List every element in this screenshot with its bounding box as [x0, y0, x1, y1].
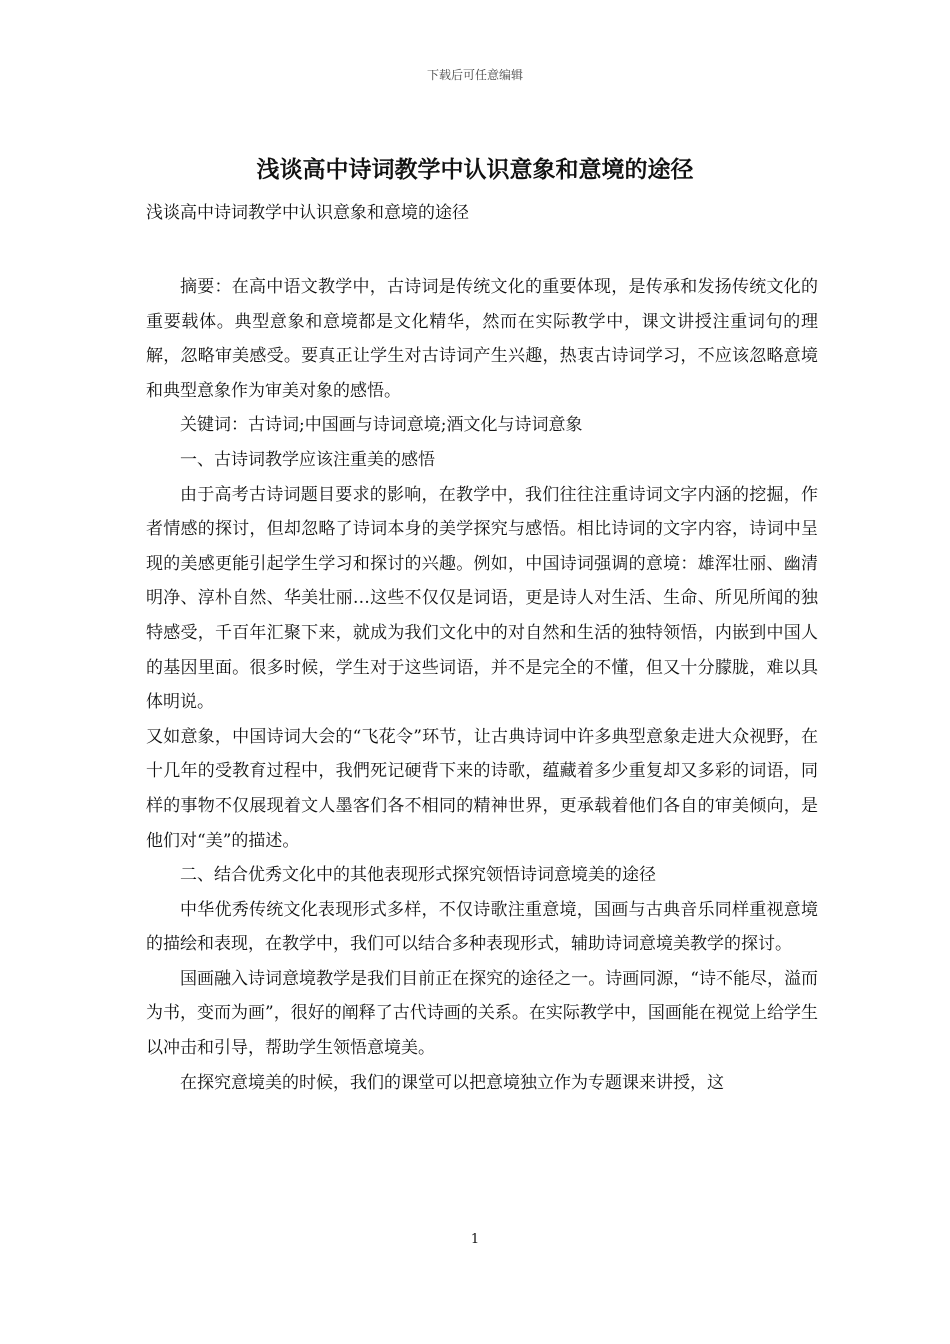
page-number: 1: [470, 1232, 480, 1247]
document-body: [146, 270, 818, 1100]
abstract-paragraph: 摘要：在高中语文教学中，古诗词是传统文化的重要体现，是传承和发扬传统文化的重要载体。典型意象和意境都是文化精华，然而在实际教学中，课文讲授注重词句的理解，忽略审美感受。要真正让学生对古诗词产生兴趣，热衷古诗词学习，不应该忽略意境和典型意象作为审美对象的感悟。: [146, 277, 818, 401]
keywords-paragraph: 关键词：古诗词;中国画与诗词意境;酒文化与诗词意象: [180, 415, 583, 436]
section-heading-1: 一、古诗词教学应该注重美的感悟: [180, 449, 435, 470]
body-paragraph: 国画融入诗词意境教学是我们目前正在探究的途径之一。诗画同源，“诗不能尽，溢而为书，变而为画”，很好的阐释了古代诗画的关系。在实际教学中，国画能在视觉上给学生以冲击和引导，帮助学生领悟意境美。: [146, 968, 818, 1059]
body-paragraph: 由于高考古诗词题目要求的影响，在教学中，我们往往注重诗词文字内涵的挖掘，作者情感的探讨，但却忽略了诗词本身的美学探究与感悟。相比诗词的文字内容，诗词中呈现的美感更能引起学生学习和探讨的兴趣。例如，中国诗词强调的意境：雄浑壮丽、幽清明净、淳朴自然、华美壮丽…这些不仅仅是词语，更是诗人对生活、生命、所见所闻的独特感受，千百年汇聚下来，就成为我们文化中的对自然和生活的独特领悟，内嵌到中国人的基因里面。很多时候，学生对于这些词语，并不是完全的不懂，但又十分朦胧，难以具体明说。: [146, 484, 818, 713]
body-paragraph: 中华优秀传统文化表现形式多样，不仅诗歌注重意境，国画与古典音乐同样重视意境的描绘和表现，在教学中，我们可以结合多种表现形式，辅助诗词意境美教学的探讨。: [146, 899, 818, 955]
body-paragraph: 又如意象，中国诗词大会的“飞花令”环节，让古典诗词中许多典型意象走进大众视野，在十几年的受教育过程中，我們死记硬背下来的诗歌，蕴藏着多少重复却又多彩的词语，同样的事物不仅展现着文人墨客们各不相同的精神世界，更承载着他们各自的审美倾向，是他们对“美”的描述。: [146, 726, 818, 851]
page-header-note: 下载后可任意编辑: [426, 68, 523, 82]
section-heading-2: 二、结合优秀文化中的其他表现形式探究领悟诗词意境美的途径: [180, 865, 656, 886]
document-subtitle: 浅谈高中诗词教学中认识意象和意境的途径: [146, 203, 469, 223]
document-title: 浅谈高中诗词教学中认识意象和意境的途径: [256, 156, 694, 183]
body-paragraph: 在探究意境美的时候，我们的课堂可以把意境独立作为专题课来讲授，这: [180, 1072, 724, 1093]
